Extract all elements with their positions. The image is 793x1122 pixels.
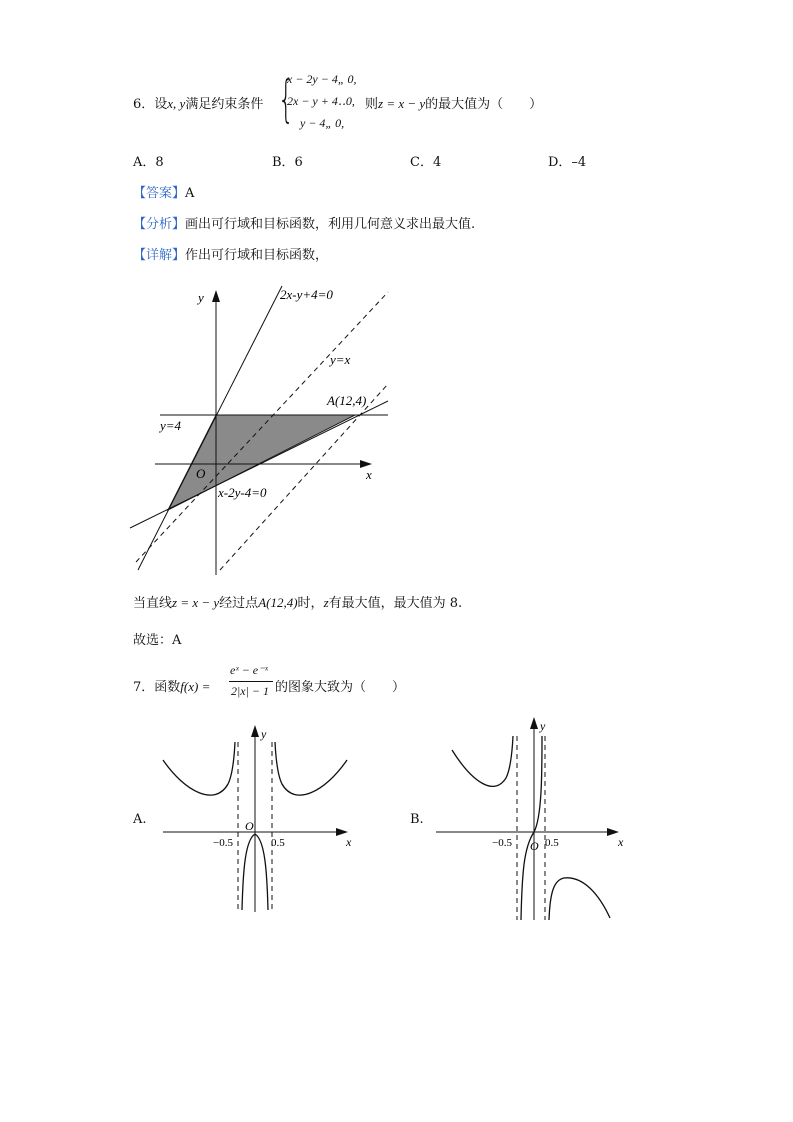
q7-numerator: eˣ − e⁻ˣ (230, 663, 268, 677)
q6-option-b: B．6 (272, 155, 303, 170)
y-axis-arrow (212, 290, 220, 302)
conclusion-part-f: z (323, 595, 329, 610)
q6-option-d: D．–4 (548, 155, 587, 170)
optB-neg-label: −0.5 (492, 837, 512, 849)
conclusion-part-c: 经过点 (219, 596, 259, 611)
q7-number: 7．函数 (133, 680, 181, 695)
fig-line1-label: 2x-y+4=0 (280, 287, 333, 302)
q6-constraint-3: y − 4„ 0, (300, 116, 345, 130)
conclusion-part-a: 当直线 (133, 596, 173, 611)
analysis-text: 画出可行域和目标函数，利用几何意义求出最大值. (185, 217, 476, 232)
fig-x-label: x (366, 467, 372, 482)
q6-brace: { (278, 70, 294, 128)
q6-final: 故选：A (133, 633, 182, 648)
fig-line3-label: y=4 (160, 418, 182, 433)
answer-tag: 【答案】 (133, 186, 186, 201)
q7-func: f(x) = (180, 679, 211, 694)
fig-line4-label: x-2y-4=0 (218, 485, 267, 500)
q7-option-a-label: A. (133, 812, 147, 827)
fig-line2-label: y=x (330, 352, 351, 367)
optB-pos-label: 0.5 (545, 837, 559, 849)
q7-stem (133, 676, 210, 695)
q6-constraint-2: 2x − y + 4‥0, (287, 94, 355, 108)
optB-curve-right (549, 878, 610, 920)
q6-detail-line (133, 244, 328, 263)
fig-point-label: A(12,4) (327, 393, 367, 408)
q6-cond-text: 满足约束条件 (185, 97, 264, 112)
line-objective-through-a (220, 384, 388, 570)
q7-option-b-graph (432, 712, 632, 924)
q6-ask: 的最大值为（ ） (425, 97, 543, 112)
q6-option-a: A．8 (133, 155, 164, 170)
detail-tag: 【详解】 (133, 248, 186, 263)
q6-vars: x, y (167, 96, 186, 111)
q6-option-c: C．4 (410, 155, 442, 170)
optB-curve-middle (521, 736, 542, 920)
q6-answer-line (133, 182, 194, 201)
optA-neg-label: −0.5 (213, 837, 233, 849)
q6-conclusion (133, 592, 462, 611)
fig-y-label: y (198, 290, 204, 305)
detail-text: 作出可行域和目标函数， (185, 248, 329, 263)
optB-y-arrow (530, 717, 538, 729)
fig-origin-label: O (196, 466, 206, 481)
optA-y-label: y (261, 727, 267, 741)
answer-value: A (185, 186, 195, 201)
conclusion-part-g: 有最大值，最大值为 8. (328, 596, 463, 611)
q6-constraint-1: x − 2y − 4„ 0, (287, 72, 357, 86)
q7-option-b-label: B. (410, 812, 424, 827)
optA-origin-label: O (245, 819, 254, 833)
optA-pos-label: 0.5 (271, 837, 285, 849)
optB-x-label: x (618, 835, 624, 849)
q6-analysis-line (133, 213, 475, 232)
q7-option-a-graph (155, 722, 360, 917)
q7-fraction-bar (229, 681, 273, 682)
q7-denominator: 2|x| − 1 (231, 684, 270, 698)
optB-origin-label: O (530, 839, 539, 853)
optA-y-arrow (251, 725, 259, 737)
optB-curve-left (452, 736, 513, 786)
q6-number: 6．设 (133, 97, 168, 112)
conclusion-part-b: z = x − y (172, 595, 220, 610)
q6-figure (120, 280, 400, 580)
optA-x-label: x (346, 835, 352, 849)
q6-then-text: 则 (365, 97, 379, 112)
q6-objective: z = x − y (378, 96, 426, 111)
q7-ask: 的图象大致为（ ） (275, 680, 406, 695)
optA-curve-left (163, 742, 235, 795)
conclusion-part-e: 时， (297, 596, 324, 611)
optB-y-label: y (540, 719, 546, 733)
optA-curve-right (275, 742, 347, 795)
q6-stem (133, 93, 263, 112)
analysis-tag: 【分析】 (133, 217, 186, 232)
conclusion-part-d: A(12,4) (258, 595, 298, 610)
q6-objective-line (365, 93, 542, 112)
